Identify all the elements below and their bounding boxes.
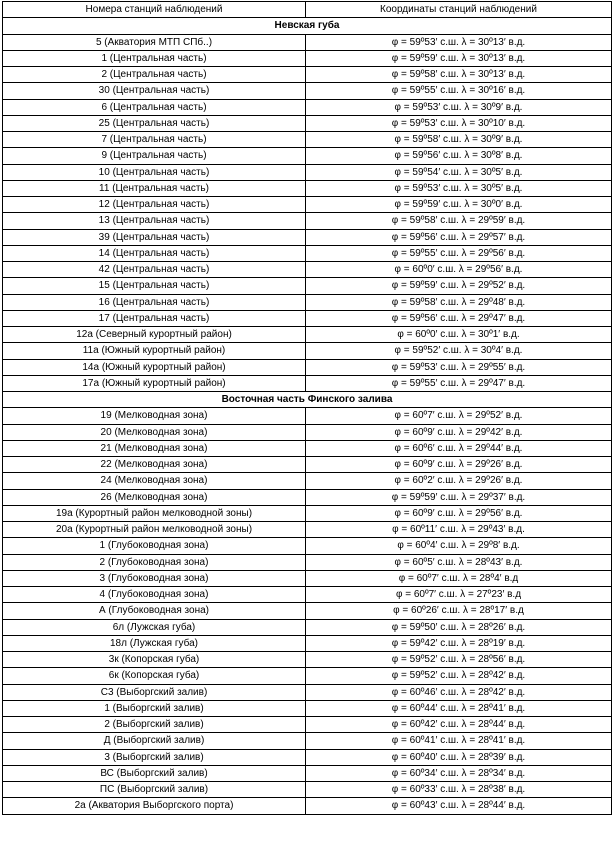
table-row (3, 180, 612, 196)
station-name-cell: 9 (Центральная часть) (3, 148, 306, 164)
station-name-cell: 7 (Центральная часть) (3, 132, 306, 148)
station-coords-cell: φ = 60º46′ с.ш. λ = 28º42′ в.д. (306, 684, 612, 700)
station-coords-cell: φ = 59º56′ с.ш. λ = 30º8′ в.д. (306, 148, 612, 164)
header-station-column: Номера станций наблюдений (3, 2, 306, 18)
station-coords-cell: φ = 59º42′ с.ш. λ = 28º19′ в.д. (306, 635, 612, 651)
station-name-cell: 22 (Мелководная зона) (3, 457, 306, 473)
table-row (3, 700, 612, 716)
station-name-cell: 6л (Лужская губа) (3, 619, 306, 635)
table-row (3, 164, 612, 180)
station-name-cell: 3к (Копорская губа) (3, 652, 306, 668)
station-coords-cell: φ = 60º11′ с.ш. λ = 29º43′ в.д. (306, 522, 612, 538)
table-row (3, 440, 612, 456)
station-coords-cell: φ = 59º53′ с.ш. λ = 30º5′ в.д. (306, 180, 612, 196)
table-row (3, 668, 612, 684)
station-coords-cell: φ = 60º33′ с.ш. λ = 28º38′ в.д. (306, 782, 612, 798)
station-name-cell: 2а (Акватория Выборгского порта) (3, 798, 306, 814)
table-row (3, 587, 612, 603)
station-name-cell: 42 (Центральная часть) (3, 262, 306, 278)
station-name-cell: ПС (Выборгский залив) (3, 782, 306, 798)
station-coords-cell: φ = 59º58′ с.ш. λ = 29º59′ в.д. (306, 213, 612, 229)
station-coords-cell: φ = 59º55′ с.ш. λ = 30º16′ в.д. (306, 83, 612, 99)
table-row (3, 635, 612, 651)
station-name-cell: 17 (Центральная часть) (3, 310, 306, 326)
station-name-cell: 24 (Мелководная зона) (3, 473, 306, 489)
table-row (3, 717, 612, 733)
station-name-cell: 21 (Мелководная зона) (3, 440, 306, 456)
station-coords-cell: φ = 59º52′ с.ш. λ = 28º42′ в.д. (306, 668, 612, 684)
station-name-cell: Д (Выборгский залив) (3, 733, 306, 749)
station-name-cell: 17а (Южный курортный район) (3, 375, 306, 391)
table-row (3, 538, 612, 554)
station-coords-cell: φ = 60º43′ с.ш. λ = 28º44′ в.д. (306, 798, 612, 814)
station-name-cell: 25 (Центральная часть) (3, 115, 306, 131)
station-coords-cell: φ = 59º58′ с.ш. λ = 29º48′ в.д. (306, 294, 612, 310)
station-name-cell: 2 (Центральная часть) (3, 67, 306, 83)
table-row (3, 148, 612, 164)
station-coords-cell: φ = 60º34′ с.ш. λ = 28º34′ в.д. (306, 765, 612, 781)
station-name-cell: 15 (Центральная часть) (3, 278, 306, 294)
station-coords-cell: φ = 60º6′ с.ш. λ = 29º44′ в.д. (306, 440, 612, 456)
station-name-cell: 3 (Глубоководная зона) (3, 570, 306, 586)
station-name-cell: 20а (Курортный район мелководной зоны) (3, 522, 306, 538)
station-coords-cell: φ = 60º7′ с.ш. λ = 27º23′ в.д (306, 587, 612, 603)
station-name-cell: А (Глубоководная зона) (3, 603, 306, 619)
station-coords-cell: φ = 60º7′ с.ш. λ = 28º4′ в.д (306, 570, 612, 586)
table-row (3, 554, 612, 570)
table-row (3, 229, 612, 245)
table-row (3, 245, 612, 261)
station-name-cell: 4 (Глубоководная зона) (3, 587, 306, 603)
station-name-cell: 16 (Центральная часть) (3, 294, 306, 310)
station-coords-cell: φ = 59º52′ с.ш. λ = 28º56′ в.д. (306, 652, 612, 668)
table-row (3, 310, 612, 326)
station-name-cell: ВС (Выборгский залив) (3, 765, 306, 781)
station-coords-cell: φ = 59º53′ с.ш. λ = 30º13′ в.д. (306, 34, 612, 50)
station-name-cell: 5 (Акватория МТП СПб..) (3, 34, 306, 50)
table-row (3, 294, 612, 310)
station-coords-cell: φ = 60º26′ с.ш. λ = 28º17′ в.д (306, 603, 612, 619)
station-name-cell: 14а (Южный курортный район) (3, 359, 306, 375)
table-row (3, 424, 612, 440)
station-coords-cell: φ = 60º0′ с.ш. λ = 29º56′ в.д. (306, 262, 612, 278)
table-row (3, 50, 612, 66)
table-row (3, 765, 612, 781)
station-name-cell: 13 (Центральная часть) (3, 213, 306, 229)
station-name-cell: 18л (Лужская губа) (3, 635, 306, 651)
station-coords-cell: φ = 59º59′ с.ш. λ = 30º0′ в.д. (306, 197, 612, 213)
station-name-cell: С3 (Выборгский залив) (3, 684, 306, 700)
section-title: Восточная часть Финского залива (3, 392, 612, 408)
station-coords-cell: φ = 59º56′ с.ш. λ = 29º47′ в.д. (306, 310, 612, 326)
station-coords-cell: φ = 60º42′ с.ш. λ = 28º44′ в.д. (306, 717, 612, 733)
table-row (3, 132, 612, 148)
table-row (3, 83, 612, 99)
station-coords-cell: φ = 59º53′ с.ш. λ = 29º55′ в.д. (306, 359, 612, 375)
table-row (3, 278, 612, 294)
stations-table (2, 1, 612, 815)
section-title: Невская губа (3, 18, 612, 34)
station-coords-cell: φ = 60º7′ с.ш. λ = 29º52′ в.д. (306, 408, 612, 424)
table-row (3, 749, 612, 765)
station-coords-cell: φ = 60º5′ с.ш. λ = 28º43′ в.д. (306, 554, 612, 570)
station-coords-cell: φ = 59º54′ с.ш. λ = 30º5′ в.д. (306, 164, 612, 180)
station-coords-cell: φ = 59º53′ с.ш. λ = 30º9′ в.д. (306, 99, 612, 115)
station-coords-cell: φ = 59º56′ с.ш. λ = 29º57′ в.д. (306, 229, 612, 245)
station-coords-cell: φ = 59º50′ с.ш. λ = 28º26′ в.д. (306, 619, 612, 635)
station-name-cell: 10 (Центральная часть) (3, 164, 306, 180)
table-row (3, 652, 612, 668)
table-row (3, 782, 612, 798)
station-name-cell: 2 (Глубоководная зона) (3, 554, 306, 570)
table-row (3, 99, 612, 115)
station-name-cell: 20 (Мелководная зона) (3, 424, 306, 440)
station-coords-cell: φ = 60º9′ с.ш. λ = 29º26′ в.д. (306, 457, 612, 473)
table-row (3, 262, 612, 278)
table-row (3, 343, 612, 359)
table-row (3, 34, 612, 50)
station-name-cell: 6 (Центральная часть) (3, 99, 306, 115)
station-name-cell: 26 (Мелководная зона) (3, 489, 306, 505)
station-coords-cell: φ = 59º55′ с.ш. λ = 29º47′ в.д. (306, 375, 612, 391)
station-coords-cell: φ = 59º59′ с.ш. λ = 29º52′ в.д. (306, 278, 612, 294)
table-row (3, 798, 612, 814)
station-name-cell: 6к (Копорская губа) (3, 668, 306, 684)
station-coords-cell: φ = 60º41′ с.ш. λ = 28º41′ в.д. (306, 733, 612, 749)
station-name-cell: 3 (Выборгский залив) (3, 749, 306, 765)
table-row (3, 457, 612, 473)
station-coords-cell: φ = 60º9′ с.ш. λ = 29º42′ в.д. (306, 424, 612, 440)
section-header-row (3, 392, 612, 408)
station-coords-cell: φ = 59º52′ с.ш. λ = 30º4′ в.д. (306, 343, 612, 359)
table-row (3, 197, 612, 213)
station-name-cell: 14 (Центральная часть) (3, 245, 306, 261)
station-name-cell: 1 (Центральная часть) (3, 50, 306, 66)
table-row (3, 327, 612, 343)
station-coords-cell: φ = 60º4′ с.ш. λ = 29º8′ в.д. (306, 538, 612, 554)
table-row (3, 489, 612, 505)
table-row (3, 115, 612, 131)
table-header-row (3, 2, 612, 18)
table-row (3, 522, 612, 538)
station-coords-cell: φ = 59º59′ с.ш. λ = 30º13′ в.д. (306, 50, 612, 66)
station-coords-cell: φ = 60º40′ с.ш. λ = 28º39′ в.д. (306, 749, 612, 765)
station-name-cell: 12 (Центральная часть) (3, 197, 306, 213)
table-row (3, 67, 612, 83)
station-name-cell: 2 (Выборгский залив) (3, 717, 306, 733)
table-row (3, 359, 612, 375)
station-coords-cell: φ = 60º2′ с.ш. λ = 29º26′ в.д. (306, 473, 612, 489)
station-name-cell: 1 (Глубоководная зона) (3, 538, 306, 554)
station-name-cell: 11а (Южный курортный район) (3, 343, 306, 359)
table-row (3, 603, 612, 619)
station-coords-cell: φ = 59º59′ с.ш. λ = 29º37′ в.д. (306, 489, 612, 505)
table-row (3, 375, 612, 391)
station-name-cell: 11 (Центральная часть) (3, 180, 306, 196)
station-coords-cell: φ = 60º0′ с.ш. λ = 30º1′ в.д. (306, 327, 612, 343)
table-row (3, 408, 612, 424)
station-coords-cell: φ = 60º9′ с.ш. λ = 29º56′ в.д. (306, 505, 612, 521)
table-row (3, 684, 612, 700)
table-row (3, 505, 612, 521)
table-row (3, 473, 612, 489)
station-coords-cell: φ = 60º44′ с.ш. λ = 28º41′ в.д. (306, 700, 612, 716)
station-coords-cell: φ = 59º58′ с.ш. λ = 30º9′ в.д. (306, 132, 612, 148)
station-coords-cell: φ = 59º58′ с.ш. λ = 30º13′ в.д. (306, 67, 612, 83)
station-name-cell: 19а (Курортный район мелководной зоны) (3, 505, 306, 521)
station-name-cell: 12а (Северный курортный район) (3, 327, 306, 343)
table-row (3, 213, 612, 229)
table-row (3, 733, 612, 749)
station-name-cell: 30 (Центральная часть) (3, 83, 306, 99)
table-row (3, 570, 612, 586)
station-name-cell: 39 (Центральная часть) (3, 229, 306, 245)
header-coords-column: Координаты станций наблюдений (306, 2, 612, 18)
station-name-cell: 19 (Мелководная зона) (3, 408, 306, 424)
station-coords-cell: φ = 59º53′ с.ш. λ = 30º10′ в.д. (306, 115, 612, 131)
station-coords-cell: φ = 59º55′ с.ш. λ = 29º56′ в.д. (306, 245, 612, 261)
table-body (3, 18, 612, 814)
station-name-cell: 1 (Выборгский залив) (3, 700, 306, 716)
table-row (3, 619, 612, 635)
section-header-row (3, 18, 612, 34)
